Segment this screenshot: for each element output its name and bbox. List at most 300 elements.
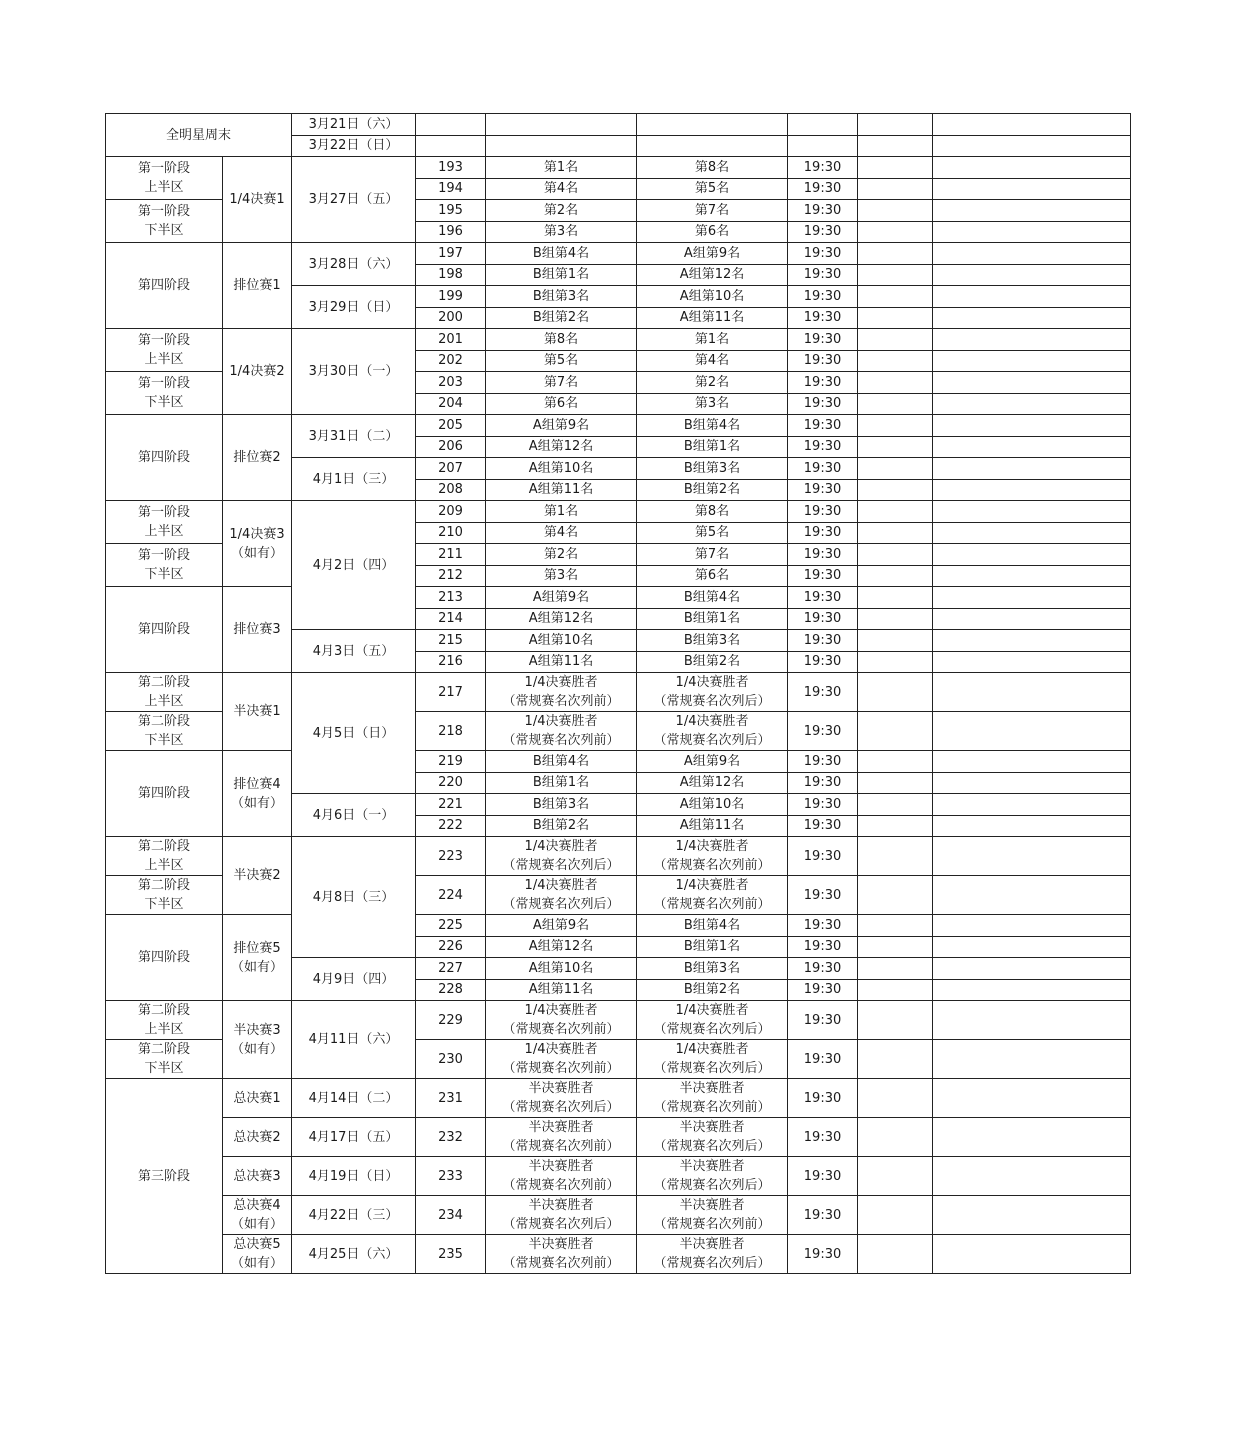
game-number: 233 [416, 1157, 486, 1196]
empty-cell [933, 114, 1131, 136]
round-cell: 排位赛2 [223, 415, 292, 501]
home-team-line: 半决赛胜者 [528, 1120, 594, 1135]
stage-cell-line: 上半区 [144, 1022, 184, 1037]
tipoff-time: 19:30 [788, 915, 858, 937]
game-row [106, 329, 1131, 351]
home-team: B组第3名 [486, 794, 637, 816]
away-team-line: （常规赛名次列前） [653, 1100, 771, 1115]
round-cell-line: 排位赛5 [233, 940, 281, 956]
home-team [486, 1118, 637, 1157]
home-team: B组第4名 [486, 243, 637, 265]
stage-cell: 第四阶段 [106, 915, 223, 1001]
away-team: 第2名 [637, 372, 788, 394]
round-cell [223, 915, 292, 1001]
game-number: 199 [416, 286, 486, 308]
away-team-line: 半决赛胜者 [679, 1159, 745, 1174]
empty-cell [933, 1040, 1131, 1079]
away-team-line: 1/4决赛胜者 [675, 839, 749, 854]
empty-cell [858, 1235, 933, 1274]
empty-cell [858, 712, 933, 751]
tipoff-time: 19:30 [788, 673, 858, 712]
game-number: 228 [416, 979, 486, 1001]
stage-cell-line: 上半区 [144, 524, 184, 539]
tipoff-time: 19:30 [788, 1079, 858, 1118]
empty-cell [933, 565, 1131, 587]
empty-cell [858, 264, 933, 286]
empty-cell [858, 772, 933, 794]
home-team: 第4名 [486, 522, 637, 544]
home-team: A组第12名 [486, 436, 637, 458]
game-row [106, 1196, 1131, 1235]
game-number: 214 [416, 608, 486, 630]
empty-cell [933, 393, 1131, 415]
home-team: 第1名 [486, 501, 637, 523]
away-team: B组第3名 [637, 958, 788, 980]
empty-cell [858, 329, 933, 351]
date-cell: 4月19日（日） [292, 1157, 416, 1196]
empty-cell [933, 436, 1131, 458]
stage-cell-line: 第一阶段 [137, 505, 190, 520]
stage-cell-line: 下半区 [144, 395, 184, 410]
home-team: B组第1名 [486, 772, 637, 794]
away-team-line: 半决赛胜者 [679, 1237, 745, 1252]
away-team: B组第1名 [637, 608, 788, 630]
empty-cell [933, 200, 1131, 222]
stage-cell [106, 1040, 223, 1079]
game-number: 231 [416, 1079, 486, 1118]
empty-cell [858, 815, 933, 837]
empty-cell [933, 286, 1131, 308]
tipoff-time: 19:30 [788, 565, 858, 587]
empty-cell [933, 958, 1131, 980]
away-team-line: （常规赛名次列后） [653, 1178, 771, 1193]
date-cell: 3月30日（一） [292, 329, 416, 415]
empty-cell [933, 979, 1131, 1001]
tipoff-time: 19:30 [788, 608, 858, 630]
tipoff-time: 19:30 [788, 286, 858, 308]
home-team [486, 1196, 637, 1235]
away-team: 第1名 [637, 329, 788, 351]
empty-cell [858, 1157, 933, 1196]
stage-cell [106, 712, 223, 751]
home-team [486, 1040, 637, 1079]
empty-cell [933, 178, 1131, 200]
tipoff-time: 19:30 [788, 243, 858, 265]
tipoff-time: 19:30 [788, 712, 858, 751]
stage-cell-line: 第一阶段 [137, 333, 190, 348]
home-team [486, 673, 637, 712]
tipoff-time: 19:30 [788, 1196, 858, 1235]
empty-cell [933, 243, 1131, 265]
away-team: B组第3名 [637, 458, 788, 480]
home-team: B组第2名 [486, 307, 637, 329]
tipoff-time: 19:30 [788, 221, 858, 243]
game-number: 193 [416, 157, 486, 179]
empty-cell [933, 837, 1131, 876]
game-number: 223 [416, 837, 486, 876]
date-cell: 4月5日（日） [292, 673, 416, 794]
game-number: 208 [416, 479, 486, 501]
away-team: B组第2名 [637, 479, 788, 501]
stage-cell-line: 上半区 [144, 352, 184, 367]
tipoff-time: 19:30 [788, 979, 858, 1001]
stage-cell [106, 329, 223, 372]
home-team: B组第3名 [486, 286, 637, 308]
empty-cell [858, 135, 933, 157]
game-number: 218 [416, 712, 486, 751]
round-cell: 排位赛1 [223, 243, 292, 329]
stage-cell-line: 第二阶段 [137, 839, 190, 854]
empty-cell [858, 436, 933, 458]
tipoff-time: 19:30 [788, 200, 858, 222]
game-number: 198 [416, 264, 486, 286]
empty-cell [933, 815, 1131, 837]
schedule-table [105, 113, 1131, 1274]
empty-cell [933, 135, 1131, 157]
game-number: 207 [416, 458, 486, 480]
empty-cell [933, 329, 1131, 351]
date-cell: 4月6日（一） [292, 794, 416, 837]
table-row [106, 114, 1131, 136]
game-number: 227 [416, 958, 486, 980]
home-team-line: （常规赛名次列前） [502, 1022, 620, 1037]
home-team [486, 837, 637, 876]
game-row [106, 751, 1131, 773]
empty-cell [416, 114, 486, 136]
away-team-line: 1/4决赛胜者 [675, 714, 749, 729]
game-row [106, 501, 1131, 523]
away-team: 第6名 [637, 221, 788, 243]
empty-cell [933, 501, 1131, 523]
date-cell: 4月3日（五） [292, 630, 416, 673]
empty-cell [933, 651, 1131, 673]
tipoff-time: 19:30 [788, 772, 858, 794]
empty-cell [858, 544, 933, 566]
away-team: 第4名 [637, 350, 788, 372]
date-cell: 4月2日（四） [292, 501, 416, 630]
stage-cell-line: 第二阶段 [137, 675, 190, 690]
tipoff-time: 19:30 [788, 630, 858, 652]
empty-cell [858, 1001, 933, 1040]
empty-cell [933, 522, 1131, 544]
away-team-line: （常规赛名次列后） [653, 1061, 771, 1076]
stage-cell-line: 第二阶段 [137, 1003, 190, 1018]
away-team: 第7名 [637, 544, 788, 566]
round-cell [223, 1196, 292, 1235]
empty-cell [858, 915, 933, 937]
empty-cell [858, 522, 933, 544]
away-team: 第5名 [637, 178, 788, 200]
home-team-line: （常规赛名次列前） [502, 733, 620, 748]
away-team: B组第3名 [637, 630, 788, 652]
game-number: 229 [416, 1001, 486, 1040]
empty-cell [858, 200, 933, 222]
schedule-body [106, 114, 1131, 157]
round-cell: 排位赛3 [223, 587, 292, 673]
round-cell-line: 总决赛4 [233, 1198, 281, 1213]
home-team: A组第10名 [486, 630, 637, 652]
stage-cell-line: 第一阶段 [137, 161, 190, 176]
empty-cell [933, 876, 1131, 915]
game-row [106, 837, 1131, 876]
empty-cell [933, 712, 1131, 751]
tipoff-time: 19:30 [788, 372, 858, 394]
empty-cell [933, 544, 1131, 566]
empty-cell [637, 114, 788, 136]
game-number: 195 [416, 200, 486, 222]
empty-cell [858, 565, 933, 587]
stage-cell-line: 上半区 [144, 858, 184, 873]
round-cell [223, 1001, 292, 1079]
empty-cell [933, 264, 1131, 286]
game-number: 219 [416, 751, 486, 773]
away-team: 第5名 [637, 522, 788, 544]
stage-cell-line: 下半区 [144, 223, 184, 238]
stage-cell [106, 157, 223, 200]
empty-cell [486, 114, 637, 136]
tipoff-time: 19:30 [788, 264, 858, 286]
home-team-line: （常规赛名次列后） [502, 1100, 620, 1115]
round-cell-line: 半决赛3 [233, 1022, 281, 1038]
round-cell: 总决赛2 [223, 1118, 292, 1157]
game-row [106, 587, 1131, 609]
home-team: 第4名 [486, 178, 637, 200]
empty-cell [933, 630, 1131, 652]
tipoff-time: 19:30 [788, 587, 858, 609]
stage-cell: 第四阶段 [106, 751, 223, 837]
stage-cell: 第三阶段 [106, 1079, 223, 1274]
tipoff-time: 19:30 [788, 544, 858, 566]
game-number: 205 [416, 415, 486, 437]
stage-cell-line: 下半区 [144, 1061, 184, 1076]
stage-cell-line: 第一阶段 [137, 204, 190, 219]
game-number: 224 [416, 876, 486, 915]
empty-cell [858, 350, 933, 372]
home-team: B组第4名 [486, 751, 637, 773]
away-team-line: 1/4决赛胜者 [675, 675, 749, 690]
home-team-line: （常规赛名次列前） [502, 694, 620, 709]
away-team-line: 1/4决赛胜者 [675, 878, 749, 893]
empty-cell [858, 1079, 933, 1118]
round-cell: 1/4决赛2 [223, 329, 292, 415]
tipoff-time: 19:30 [788, 1157, 858, 1196]
round-cell-line: （如有） [231, 1217, 284, 1232]
game-row [106, 1079, 1131, 1118]
date-cell: 3月28日（六） [292, 243, 416, 286]
home-team-line: （常规赛名次列前） [502, 1256, 620, 1271]
away-team-line: 半决赛胜者 [679, 1198, 745, 1213]
empty-cell [858, 751, 933, 773]
empty-cell [933, 1118, 1131, 1157]
away-team-line: （常规赛名次列后） [653, 1022, 771, 1037]
stage-cell: 第四阶段 [106, 243, 223, 329]
away-team: B组第1名 [637, 936, 788, 958]
tipoff-time: 19:30 [788, 415, 858, 437]
stage-cell-line: 上半区 [144, 180, 184, 195]
empty-cell [933, 751, 1131, 773]
empty-cell [858, 630, 933, 652]
stage-cell-line: 下半区 [144, 733, 184, 748]
away-team: A组第10名 [637, 286, 788, 308]
away-team: B组第2名 [637, 651, 788, 673]
tipoff-time: 19:30 [788, 876, 858, 915]
stage-cell [106, 876, 223, 915]
date-cell: 4月25日（六） [292, 1235, 416, 1274]
empty-cell [858, 608, 933, 630]
home-team: 第8名 [486, 329, 637, 351]
empty-cell [858, 501, 933, 523]
stage-cell: 第四阶段 [106, 415, 223, 501]
empty-cell [858, 1196, 933, 1235]
empty-cell [933, 1196, 1131, 1235]
game-number: 213 [416, 587, 486, 609]
round-cell [223, 501, 292, 587]
home-team-line: 1/4决赛胜者 [524, 675, 598, 690]
home-team: 第1名 [486, 157, 637, 179]
home-team: 第2名 [486, 544, 637, 566]
away-team: 第7名 [637, 200, 788, 222]
home-team-line: 1/4决赛胜者 [524, 1003, 598, 1018]
home-team: 第3名 [486, 221, 637, 243]
game-number: 209 [416, 501, 486, 523]
home-team-line: 半决赛胜者 [528, 1198, 594, 1213]
date-cell: 3月22日（日） [292, 135, 416, 157]
away-team: A组第12名 [637, 264, 788, 286]
round-cell: 总决赛3 [223, 1157, 292, 1196]
home-team-line: （常规赛名次列前） [502, 1139, 620, 1154]
empty-cell [933, 1235, 1131, 1274]
empty-cell [933, 350, 1131, 372]
away-team [637, 1001, 788, 1040]
home-team: A组第10名 [486, 958, 637, 980]
round-cell: 总决赛1 [223, 1079, 292, 1118]
game-number: 204 [416, 393, 486, 415]
date-cell: 3月29日（日） [292, 286, 416, 329]
away-team: A组第9名 [637, 751, 788, 773]
game-number: 202 [416, 350, 486, 372]
home-team-line: 1/4决赛胜者 [524, 878, 598, 893]
tipoff-time: 19:30 [788, 958, 858, 980]
stage-cell-line: 下半区 [144, 567, 184, 582]
game-number: 216 [416, 651, 486, 673]
home-team-line: 半决赛胜者 [528, 1159, 594, 1174]
empty-cell [788, 114, 858, 136]
home-team: B组第2名 [486, 815, 637, 837]
round-cell-line: （如有） [231, 795, 284, 811]
game-number: 194 [416, 178, 486, 200]
round-cell: 半决赛1 [223, 673, 292, 751]
empty-cell [858, 415, 933, 437]
away-team-line: 半决赛胜者 [679, 1120, 745, 1135]
round-cell-line: （如有） [231, 1256, 284, 1271]
home-team: 第3名 [486, 565, 637, 587]
tipoff-time: 19:30 [788, 350, 858, 372]
away-team-line: （常规赛名次列后） [653, 694, 771, 709]
away-team: A组第10名 [637, 794, 788, 816]
date-cell: 4月9日（四） [292, 958, 416, 1001]
away-team-line: （常规赛名次列后） [653, 1256, 771, 1271]
round-cell-line: 1/4决赛3 [229, 526, 285, 542]
empty-cell [933, 587, 1131, 609]
empty-cell [858, 587, 933, 609]
round-cell: 1/4决赛1 [223, 157, 292, 243]
empty-cell [858, 837, 933, 876]
date-cell: 3月21日（六） [292, 114, 416, 136]
tipoff-time: 19:30 [788, 1040, 858, 1079]
game-number: 221 [416, 794, 486, 816]
away-team: B组第1名 [637, 436, 788, 458]
away-team: 第3名 [637, 393, 788, 415]
stage-cell [106, 673, 223, 712]
away-team: A组第12名 [637, 772, 788, 794]
away-team [637, 837, 788, 876]
away-team: A组第11名 [637, 307, 788, 329]
away-team [637, 673, 788, 712]
empty-cell [858, 178, 933, 200]
round-cell [223, 1235, 292, 1274]
away-team-line: （常规赛名次列前） [653, 1217, 771, 1232]
away-team-line: 1/4决赛胜者 [675, 1042, 749, 1057]
away-team [637, 1040, 788, 1079]
tipoff-time: 19:30 [788, 1235, 858, 1274]
empty-cell [858, 307, 933, 329]
game-number: 235 [416, 1235, 486, 1274]
home-team [486, 712, 637, 751]
tipoff-time: 19:30 [788, 157, 858, 179]
empty-cell [933, 458, 1131, 480]
tipoff-time: 19:30 [788, 751, 858, 773]
away-team [637, 1157, 788, 1196]
empty-cell [858, 1118, 933, 1157]
away-team: B组第4名 [637, 587, 788, 609]
stage-cell [106, 501, 223, 544]
home-team-line: 1/4决赛胜者 [524, 1042, 598, 1057]
game-row [106, 1001, 1131, 1040]
away-team: B组第4名 [637, 415, 788, 437]
empty-cell [858, 876, 933, 915]
date-cell: 4月14日（二） [292, 1079, 416, 1118]
date-cell: 4月1日（三） [292, 458, 416, 501]
tipoff-time: 19:30 [788, 436, 858, 458]
date-cell: 4月17日（五） [292, 1118, 416, 1157]
empty-cell [933, 415, 1131, 437]
away-team-line: 1/4决赛胜者 [675, 1003, 749, 1018]
game-number: 217 [416, 673, 486, 712]
empty-cell [788, 135, 858, 157]
stage-cell-line: 第二阶段 [137, 1042, 190, 1057]
home-team-line: （常规赛名次列前） [502, 1178, 620, 1193]
home-team-line: （常规赛名次列后） [502, 858, 620, 873]
round-cell: 半决赛2 [223, 837, 292, 915]
empty-cell [933, 1079, 1131, 1118]
home-team: A组第12名 [486, 608, 637, 630]
stage-cell-line: 第二阶段 [137, 878, 190, 893]
home-team-line: 1/4决赛胜者 [524, 714, 598, 729]
stage-cell [106, 544, 223, 587]
game-number: 220 [416, 772, 486, 794]
game-number: 197 [416, 243, 486, 265]
home-team-line: 半决赛胜者 [528, 1081, 594, 1096]
away-team: B组第4名 [637, 915, 788, 937]
empty-cell [858, 286, 933, 308]
away-team [637, 1196, 788, 1235]
game-number: 215 [416, 630, 486, 652]
home-team-line: （常规赛名次列后） [502, 1217, 620, 1232]
empty-cell [933, 479, 1131, 501]
empty-cell [858, 372, 933, 394]
stage-cell-line: 第一阶段 [137, 548, 190, 563]
empty-cell [933, 221, 1131, 243]
